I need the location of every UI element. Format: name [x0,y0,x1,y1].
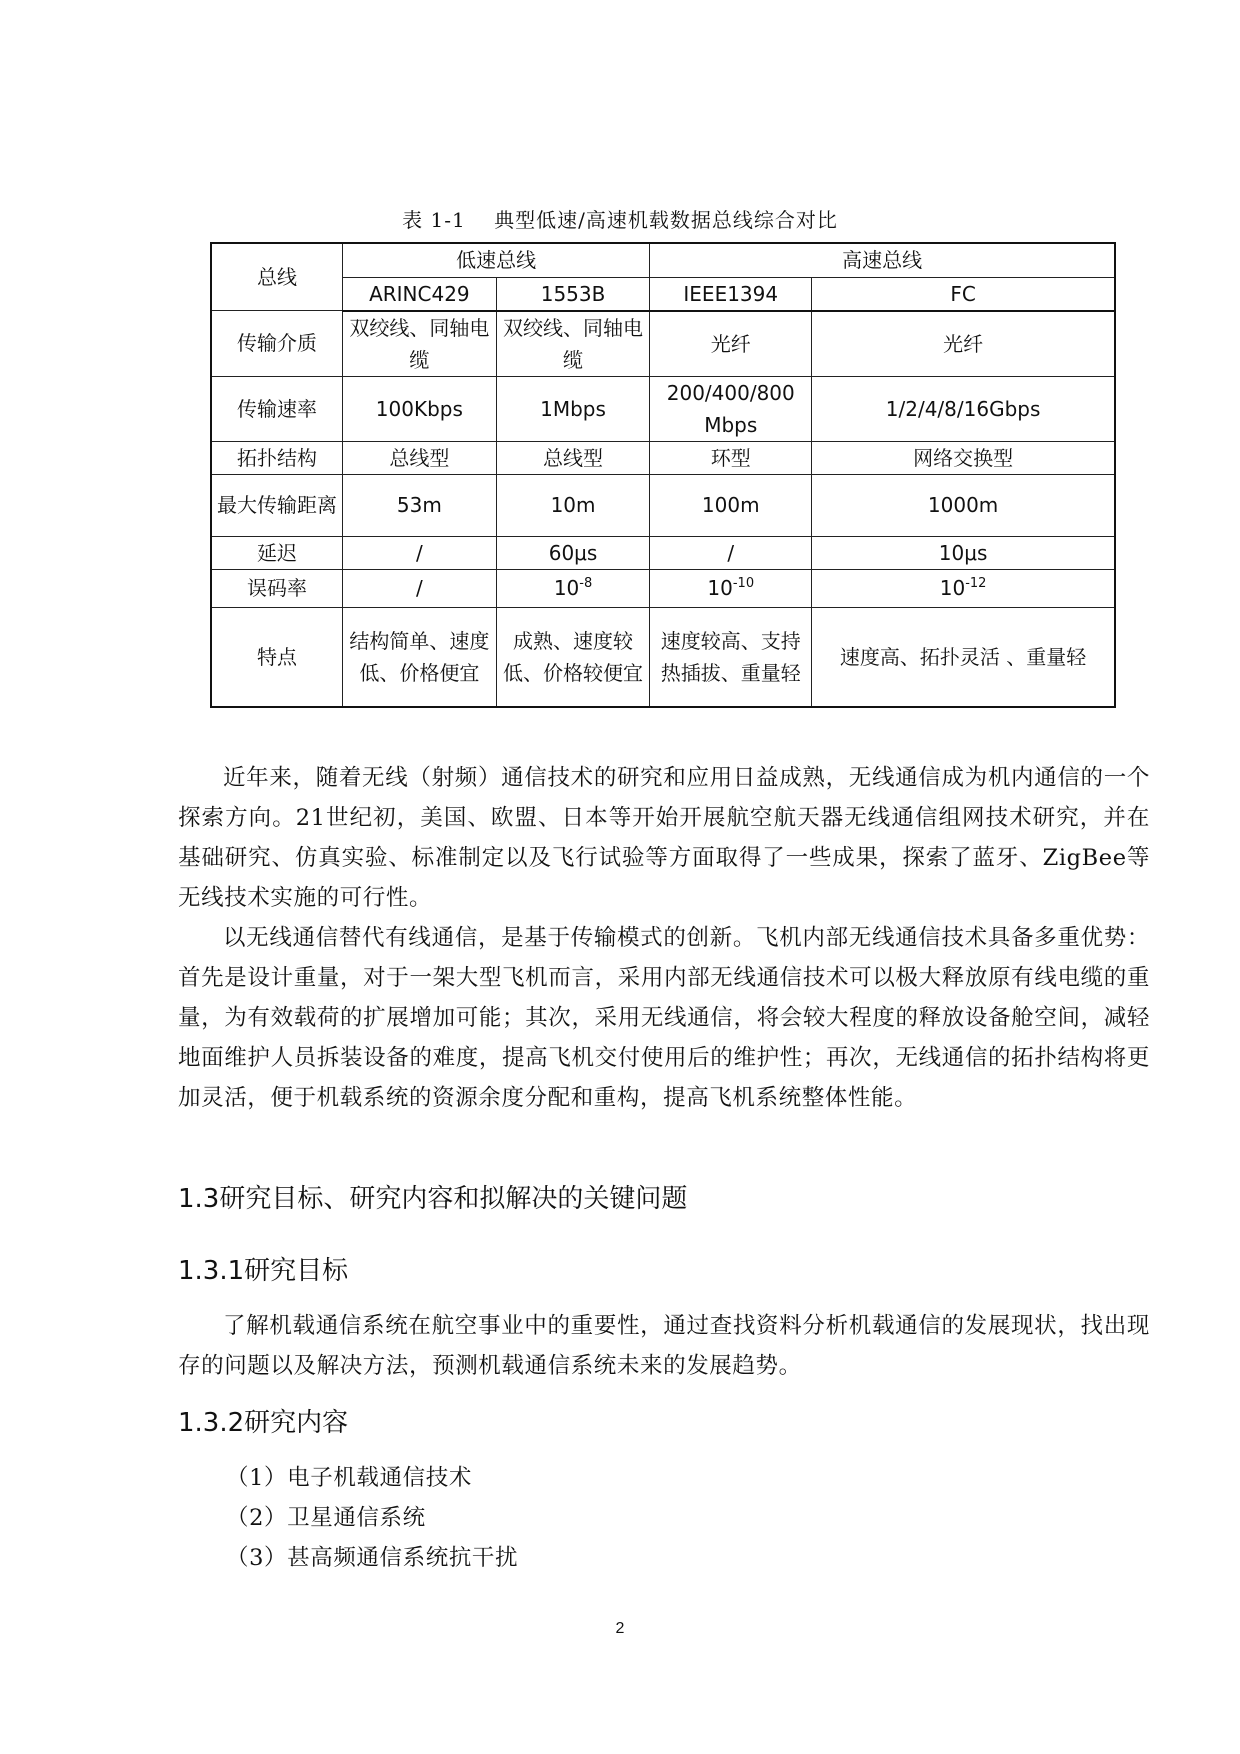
table-cell [342,569,496,607]
table-cell: 100m [650,474,812,536]
table-cell: 成熟、速度较低、价格较便宜 [496,607,650,707]
table-row [211,474,1115,536]
exponent: -12 [965,576,987,591]
table-cell: 10m [496,474,650,536]
row-label: 传输介质 [211,311,342,377]
table-cell: 双绞线、同轴电缆 [342,311,496,377]
row-label: 延迟 [211,536,342,569]
table-cell: 100Kbps [342,376,496,441]
table-cell: 总线型 [496,441,650,474]
table-cell [812,569,1115,607]
table-cell: 1000m [812,474,1115,536]
section-heading-1-3-1: 1.3.1研究目标 [178,1256,349,1286]
table-row [211,607,1115,707]
table-row [211,311,1115,377]
table-cell: / [650,536,812,569]
table-cell: 结构简单、速度低、价格便宜 [342,607,496,707]
col-header: ARINC429 [342,277,496,311]
table-cell: 光纤 [650,311,812,377]
paragraph-2: 以无线通信替代有线通信，是基于传输模式的创新。飞机内部无线通信技术具备多重优势：首先是设计重量，对于一架大型飞机而言，采用内部无线通信技术可以极大释放原有线电缆的重量，为有效载荷的扩展增加可能；其次，采用无线通信，将会较大程度的释放设备舱空间，减轻地面维护人员拆装设备的难度，提高飞机交付使用后的维护性；再次，无线通信的拓扑结构将更加灵活，便于机载系统的资源余度分配和重构，提高飞机系统整体性能。 [178,925,1150,1111]
cell-value: / [415,576,423,600]
cell-value: 10 [707,576,733,600]
table-cell: 200/400/800 Mbps [650,376,812,441]
exponent: -8 [579,576,593,591]
section-heading-1-3: 1.3研究目标、研究内容和拟解决的关键问题 [178,1184,688,1214]
col-header: FC [812,277,1115,311]
list-item: （3）甚高频通信系统抗干扰 [226,1545,519,1571]
col-header: IEEE1394 [650,277,812,311]
table-cell: 速度较高、支持热插拔、重量轻 [650,607,812,707]
list-item: （1）电子机载通信技术 [226,1465,472,1491]
paragraph-goal: 了解机载通信系统在航空事业中的重要性，通过查找资料分析机载通信的发展现状，找出现存的问题以及解决方法，预测机载通信系统未来的发展趋势。 [178,1313,1150,1379]
table-cell [650,569,812,607]
header-bus-label: 总线 [211,243,342,311]
table-cell: 双绞线、同轴电缆 [496,311,650,377]
table-cell: 1/2/4/8/16Gbps [812,376,1115,441]
row-label: 最大传输距离 [211,474,342,536]
page-number: 2 [615,1620,625,1637]
table-cell: 网络交换型 [812,441,1115,474]
col-header: 1553B [496,277,650,311]
table-row [211,376,1115,441]
table-cell: 速度高、拓扑灵活 、重量轻 [812,607,1115,707]
row-label: 传输速率 [211,376,342,441]
row-label: 误码率 [211,569,342,607]
cell-value: 10 [939,576,966,600]
table-cell: 10μs [812,536,1115,569]
table-row [211,569,1115,607]
table-row [211,441,1115,474]
table-cell: 1Mbps [496,376,650,441]
exponent: -10 [732,576,755,591]
table-caption: 表 1-1 典型低速/高速机载数据总线综合对比 [402,208,838,232]
table-row [211,536,1115,569]
table-cell: / [342,536,496,569]
header-high-speed: 高速总线 [650,243,1115,277]
table-cell: 光纤 [812,311,1115,377]
section-heading-1-3-2: 1.3.2研究内容 [178,1408,349,1438]
table-cell: 总线型 [342,441,496,474]
bus-comparison-table [210,242,1116,708]
paragraph-1: 近年来，随着无线（射频）通信技术的研究和应用日益成熟，无线通信成为机内通信的一个探索方向。21世纪初，美国、欧盟、日本等开始开展航空航天器无线通信组网技术研究，并在基础研究、仿真实验、标准制定以及飞行试验等方面取得了一些成果，探索了蓝牙、ZigBee等无线技术实施的可行性。 [178,765,1150,911]
table-cell: 53m [342,474,496,536]
table-cell [496,569,650,607]
row-label: 特点 [211,607,342,707]
cell-value: 10 [553,576,580,600]
header-low-speed: 低速总线 [342,243,649,277]
list-item: （2）卫星通信系统 [226,1505,426,1531]
row-label: 拓扑结构 [211,441,342,474]
table-cell: 环型 [650,441,812,474]
table-cell: 60μs [496,536,650,569]
